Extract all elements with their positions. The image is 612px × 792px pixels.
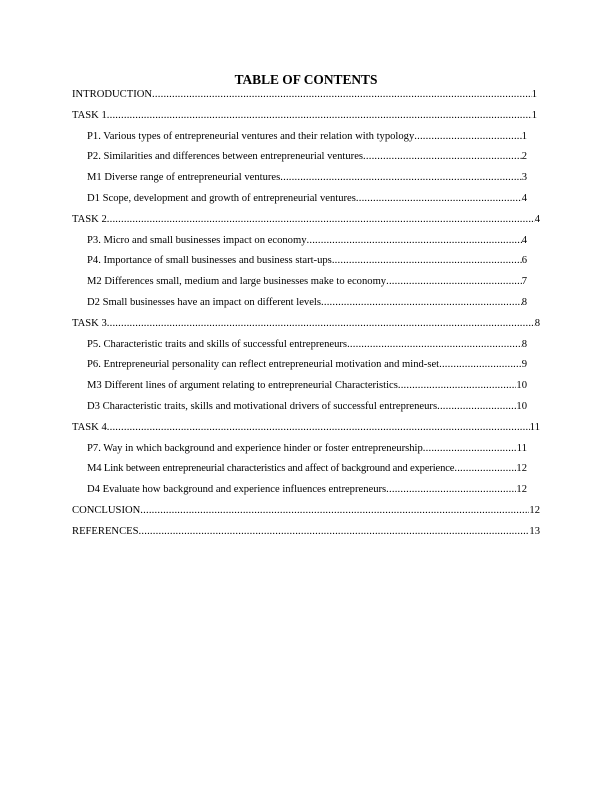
toc-entry-page: 13 (529, 525, 540, 537)
toc-leader-dots (152, 88, 532, 102)
toc-entry-p5[interactable] (87, 338, 527, 352)
toc-entry-page: 6 (521, 255, 527, 267)
toc-leader-dots (414, 130, 521, 144)
toc-leader-dots (423, 442, 517, 456)
toc-leader-dots (107, 213, 535, 227)
toc-entry-page: 2 (521, 151, 527, 163)
toc-entry-label: REFERENCES (72, 525, 139, 537)
toc-entry-label: TASK 4 (72, 421, 107, 433)
toc-entry-task-1[interactable] (72, 109, 537, 123)
toc-entry-p1[interactable] (87, 130, 527, 144)
toc-entry-p6[interactable] (87, 358, 527, 372)
toc-entry-label: D4 Evaluate how background and experience influences entrepreneurs (87, 484, 387, 496)
toc-entry-label: TASK 2 (72, 213, 107, 225)
toc-leader-dots (307, 234, 522, 248)
toc-leader-dots (437, 400, 516, 414)
toc-entry-page: 12 (516, 484, 527, 496)
toc-entry-label: P2. Similarities and differences between entrepreneurial ventures (87, 151, 364, 163)
toc-entry-label: M2 Differences small, medium and large businesses make to economy (87, 276, 387, 288)
toc-entry-label: M4 Link between entrepreneurial characteristics and affect of background and experience (87, 463, 455, 475)
toc-entry-m3[interactable] (87, 379, 527, 393)
toc-entry-m1[interactable] (87, 171, 527, 185)
toc-entry-label: P6. Entrepreneurial personality can reflect entrepreneurial motivation and mind-set (87, 359, 440, 371)
toc-entry-page: 9 (521, 359, 527, 371)
toc-entry-page: 4 (521, 234, 527, 246)
toc-entry-d2[interactable] (87, 296, 527, 310)
toc-entry-page: 11 (516, 442, 527, 454)
toc-entry-p4[interactable] (87, 254, 527, 268)
toc-entry-conclusion[interactable] (72, 504, 540, 518)
toc-entry-label: D1 Scope, development and growth of entrepreneurial ventures (87, 192, 356, 204)
toc-entry-task-2[interactable] (72, 213, 540, 227)
toc-entry-page: 10 (516, 400, 527, 412)
toc-entry-label: TASK 1 (72, 109, 107, 121)
toc-entry-page: 1 (521, 130, 527, 142)
toc-leader-dots (386, 483, 516, 497)
toc-entry-page: 12 (529, 504, 540, 516)
toc-entry-label: P5. Characteristic traits and skills of successful entrepreneurs (87, 338, 348, 350)
toc-entry-task-4[interactable] (72, 421, 540, 435)
toc-leader-dots (454, 462, 516, 476)
toc-entry-m4[interactable] (87, 462, 527, 476)
toc-entry-label: D3 Characteristic traits, skills and motivational drivers of successful entrepreneurs (87, 400, 438, 412)
toc-leader-dots (280, 171, 521, 185)
toc-entry-page: 7 (521, 276, 527, 288)
toc-entry-page: 10 (516, 380, 527, 392)
toc-entry-page: 8 (521, 338, 527, 350)
toc-entry-d4[interactable] (87, 483, 527, 497)
toc-entry-d3[interactable] (87, 400, 527, 414)
toc-entry-page: 8 (521, 296, 527, 308)
toc-entry-task-3[interactable] (72, 317, 540, 331)
toc-leader-dots (107, 421, 530, 435)
toc-entry-p7[interactable] (87, 442, 527, 456)
toc-leader-dots (439, 358, 522, 372)
toc-leader-dots (347, 338, 522, 352)
toc-entry-page: 8 (534, 317, 540, 329)
toc-leader-dots (321, 296, 522, 310)
toc-entry-label: CONCLUSION (72, 504, 141, 516)
toc-entry-label: P7. Way in which background and experience hinder or foster entrepreneurship (87, 442, 423, 454)
toc-entry-p3[interactable] (87, 234, 527, 248)
toc-entry-page: 4 (521, 192, 527, 204)
toc-leader-dots (398, 379, 517, 393)
toc-entry-d1[interactable] (87, 192, 527, 206)
toc-entry-label: P1. Various types of entrepreneurial ventures and their relation with typology (87, 130, 415, 142)
toc-entry-references[interactable] (72, 525, 540, 539)
toc-entry-page: 11 (529, 421, 540, 433)
toc-entry-page: 4 (534, 213, 540, 225)
toc-leader-dots (140, 504, 529, 518)
toc-entry-m2[interactable] (87, 275, 527, 289)
toc-entry-label: INTRODUCTION (72, 89, 153, 100)
toc-entry-label: M1 Diverse range of entrepreneurial ventures (87, 172, 281, 184)
toc-entry-label: P3. Micro and small businesses impact on economy (87, 234, 307, 246)
toc-entry-label: P4. Importance of small businesses and business start-ups (87, 255, 332, 267)
toc-entry-page: 12 (516, 463, 527, 475)
toc-leader-dots (107, 109, 532, 123)
toc-leader-dots (363, 150, 522, 164)
toc-leader-dots (332, 254, 522, 268)
toc-entry-label: D2 Small businesses have an impact on different levels (87, 296, 321, 308)
toc-entry-page: 3 (521, 172, 527, 184)
toc-entry-introduction[interactable] (72, 88, 537, 102)
toc-entry-label: M3 Different lines of argument relating to entrepreneurial Characteristics (87, 380, 398, 392)
toc-entry-label: TASK 3 (72, 317, 107, 329)
toc-entry-p2[interactable] (87, 150, 527, 164)
toc-leader-dots (386, 275, 522, 289)
toc-leader-dots (356, 192, 522, 206)
toc-entry-page: 1 (531, 89, 537, 100)
toc-entry-page: 1 (531, 109, 537, 121)
toc-leader-dots (107, 317, 535, 331)
toc-leader-dots (139, 525, 530, 539)
toc-title: TABLE OF CONTENTS (234, 72, 378, 87)
table-of-contents (72, 88, 542, 546)
